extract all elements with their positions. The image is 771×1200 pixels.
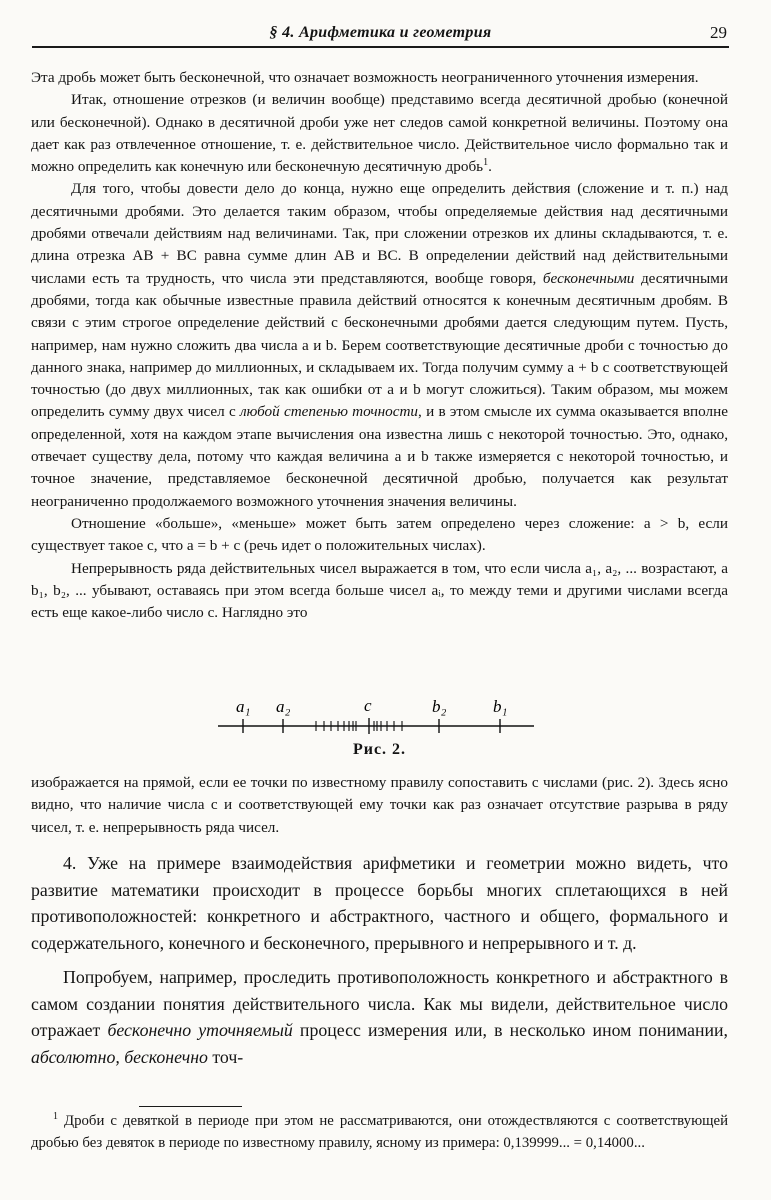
text-block-upper	[31, 67, 728, 624]
text-block-middle	[31, 772, 728, 839]
number-line-figure	[212, 692, 538, 742]
label-b2: b₂	[432, 697, 447, 716]
paragraph-8: Попробуем, например, проследить противоположность конкретного и абстрактного в самом создании понятия действительного числа. Как мы видели, действительное число отражает бесконечно уточняемый процесс измерения или, в несколько ином понимании, абсолютно, бесконечно точ-	[31, 967, 729, 1067]
paragraph-5: Непрерывность ряда действительных чисел выражается в том, что если числа a₁, a₂, ... возрастают, а b₁, b₂, ... убывают, оставаясь при этом всегда больше чисел aᵢ, то между теми и другими числами всегда есть еще какое-либо число c. Наглядно это	[31, 559, 728, 622]
paragraph-3: Для того, чтобы довести дело до конца, нужно еще определить действия (сложение и т. п.) над десятичными дробями. Это делается таким образом, чтобы определяемые действия над десятичными дробями отвечали действиям над величинами. Так, при сложении отрезков их длины складываются, т. е. длина отрезка AB + BC равна сумме длин AB и BC. В определении действий над действительными числами есть та трудность, что числа эти представляются, вообще говоря, бесконечными десятичными дробями, тогда как обычные известные правила действий относятся к конечным десятичным дробям. В связи с этим строгое определение действий с бесконечными дробями дается следующим путем. Пусть, например, нам нужно сложить два числа a и b. Берем соответствующие десятичные дроби с точностью до данного знака, например до миллионных, и складываем их. Тогда получим сумму a + b с соответствующей точностью (до двух миллионных, так как ошибки от a и b могут сложиться). Таким образом, мы можем определить сумму двух чисел с любой степенью точности, и в этом смысле их сумма оказывается вполне определенной, хотя на каждом этапе вычисления она известна лишь с некоторой точностью. Это, однако, отвечает существу дела, потому что каждая величина a и b также измеряется с некоторой точностью, и точное значение, представляемое бесконечной десятичной дробью, получается как результат неограниченно продолжаемого возможного уточнения значения величины.	[31, 180, 728, 510]
text-block-lower	[31, 850, 728, 1070]
footnote	[31, 1111, 728, 1154]
figure-caption: Рис. 2.	[352, 741, 407, 758]
footnote-rule	[139, 1106, 242, 1107]
page-number: 29	[710, 23, 727, 42]
running-title: § 4. Арифметика и геометрия	[269, 24, 492, 41]
paragraph-2: Итак, отношение отрезков (и величин вообще) представимо всегда десятичной дробью (конечной или бесконечной). Однако в десятичной дроби уже нет следов самой конкретной величины. Поэтому она дает как раз отвлеченное отношение, т. е. действительное число. Действительное число формально так и можно определить как конечную или бесконечную десятичную дробь$^1$.	[31, 91, 728, 176]
running-header	[32, 22, 729, 46]
paragraph-7: 4. Уже на примере взаимодействия арифметики и геометрии можно видеть, что развитие математики происходит в процессе борьбы многих сплетающихся в ней противоположностей: конкретного и абстрактного, частного и общего, формального и содержательного, конечного и бесконечного, прерывного и непрерывного и т. д.	[31, 853, 728, 953]
header-rule	[32, 46, 729, 48]
footnote-ref: 1	[483, 157, 489, 169]
label-b1: b₁	[493, 697, 508, 716]
paragraph-4: Отношение «больше», «меньше» может быть затем определено через сложение: a > b, если существует такое c, что a = b + c (речь идет о положительных числах).	[31, 514, 728, 555]
footnote-text: $^1$ Дроби с девяткой в периоде при этом не рассматриваются, они отождествляются с соответствующей дробью без девяток в периоде по известному правилу, ясному из примера: 0,139999... = 0,14000...	[31, 1111, 728, 1151]
label-c: c	[364, 696, 372, 715]
paragraph-6: изображается на прямой, если ее точки по известному правилу сопоставить с числами (рис. 2). Здесь ясно видно, что наличие числа c и соответствующей ему точки как раз означает отсутствие разрыва в ряду чисел, т. е. непрерывность ряда чисел.	[31, 774, 728, 836]
footnote-mark: 1	[53, 1111, 58, 1123]
label-a2: a₂	[276, 697, 291, 716]
label-a1: a₁	[236, 697, 251, 716]
paragraph-1: Эта дробь может быть бесконечной, что означает возможность неограниченного уточнения измерения.	[31, 69, 699, 86]
